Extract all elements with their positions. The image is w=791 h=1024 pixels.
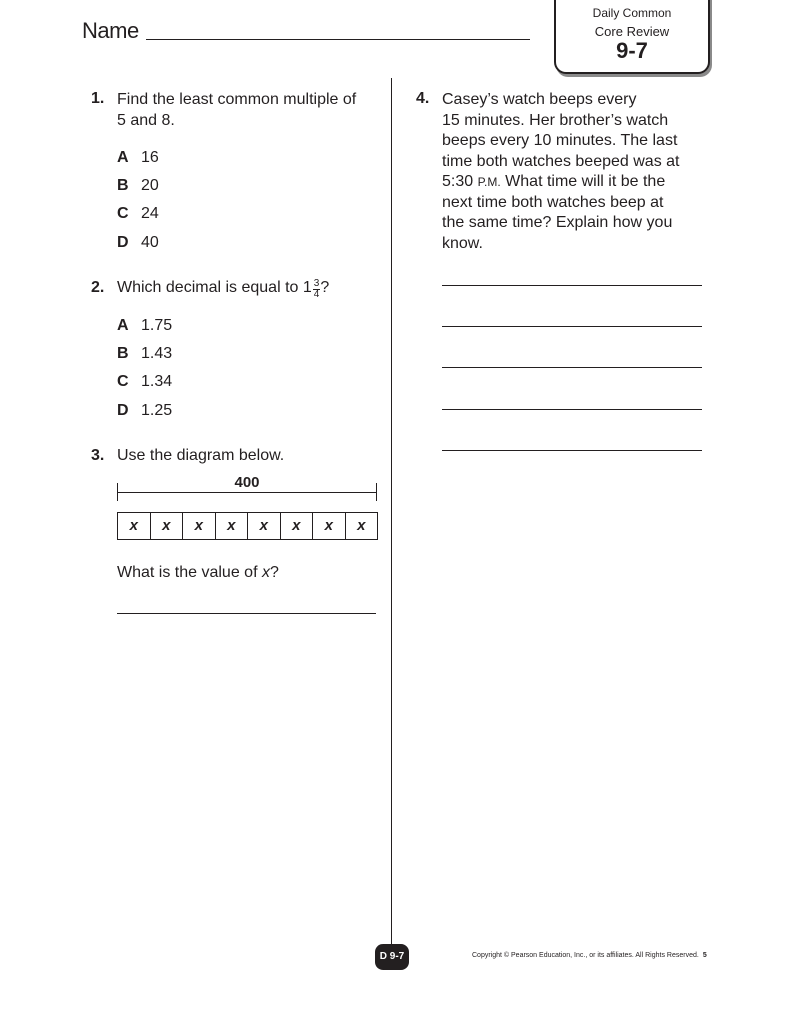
diagram-cell: x	[312, 513, 345, 539]
q4-text-line: beeps every 10 minutes. The last	[442, 132, 678, 149]
choice-value: 16	[141, 149, 159, 166]
choice-value: 40	[141, 234, 159, 251]
tab-title-line2: Core Review	[594, 24, 670, 39]
diagram-cell: x	[129, 517, 138, 534]
q4-text	[442, 90, 679, 254]
choice-letter: C	[117, 205, 129, 222]
choice-letter: D	[117, 234, 129, 251]
fraction-numerator: 3	[313, 278, 320, 289]
q1-text	[117, 90, 356, 131]
diagram-cell: x	[150, 513, 183, 539]
choice-letter: A	[117, 317, 129, 334]
tab-lesson-code: 9-7	[616, 38, 648, 63]
q3-question-pre: What is the value of	[117, 564, 262, 581]
q1-choice-d[interactable]	[117, 234, 159, 252]
q4-answer-line[interactable]	[442, 450, 702, 451]
q4-answer-line[interactable]	[442, 285, 702, 286]
q2-number: 2.	[91, 279, 105, 296]
q4-text-line: Casey’s watch beeps every	[442, 91, 637, 108]
review-tab	[554, 0, 710, 74]
diagram-cell: x	[345, 513, 378, 539]
q4-number: 4.	[416, 90, 430, 107]
q3-number: 3.	[91, 447, 105, 464]
tape-diagram	[117, 474, 378, 540]
choice-value: 1.75	[141, 317, 173, 334]
q4-text-line: know.	[442, 234, 483, 252]
column-divider	[391, 78, 392, 948]
copyright-notice	[472, 952, 707, 959]
q4-pm: P.M.	[477, 175, 501, 189]
q2-text-end: ?	[320, 279, 330, 296]
copyright-text: Copyright © Pearson Education, Inc., or its affiliates. All Rights Reserved.	[472, 952, 699, 959]
q1-text-line2: 5 and 8.	[117, 111, 175, 129]
q4-text-line: 15 minutes. Her brother’s watch	[442, 111, 669, 129]
bracket-line	[117, 492, 377, 493]
diagram-cell: x	[247, 513, 280, 539]
q1-choice-a[interactable]	[117, 149, 159, 167]
choice-value: 20	[141, 177, 159, 194]
choice-letter: B	[117, 177, 129, 194]
q3-answer-line[interactable]	[117, 613, 376, 614]
diagram-cell: x	[215, 513, 248, 539]
diagram-total-label: 400	[234, 474, 260, 491]
bracket-right-tick	[376, 483, 377, 501]
q1-number: 1.	[91, 90, 105, 107]
q2-text-main: Which decimal is equal to 1	[117, 279, 312, 296]
q4-text-line: the same time? Explain how you	[442, 214, 673, 231]
q3-question	[117, 563, 279, 584]
q2-choice-d[interactable]	[117, 402, 172, 420]
choice-letter: B	[117, 345, 129, 362]
q4-answer-line[interactable]	[442, 367, 702, 368]
choice-letter: A	[117, 149, 129, 166]
page-code-badge: D 9-7	[375, 944, 409, 970]
q2-text	[117, 278, 329, 300]
q2-choice-b[interactable]	[117, 345, 172, 363]
diagram-cells	[117, 512, 378, 540]
q4-text-line: next time both watches beep at	[442, 193, 664, 211]
tab-title-line1: Daily Common	[592, 6, 672, 20]
q2-choice-c[interactable]	[117, 373, 172, 391]
page-number: 5	[702, 952, 707, 959]
fraction-denominator: 4	[313, 289, 320, 300]
q3-text: Use the diagram below.	[117, 447, 285, 464]
diagram-cell: x	[280, 513, 313, 539]
choice-value: 1.43	[141, 345, 173, 362]
q3-question-var: x	[261, 564, 270, 581]
choice-letter: C	[117, 373, 129, 390]
q4-text-line	[442, 172, 679, 193]
name-label: Name	[82, 18, 139, 43]
choice-letter: D	[117, 402, 129, 419]
diagram-cell: x	[182, 513, 215, 539]
choice-value: 1.25	[141, 402, 173, 419]
choice-value: 1.34	[141, 373, 173, 390]
q2-choice-a[interactable]	[117, 317, 172, 335]
q4-text-line5-end: What time will it be the	[500, 173, 666, 190]
q4-text-line: time both watches beeped was at	[442, 152, 680, 170]
name-field-line[interactable]	[146, 39, 530, 40]
q1-choice-c[interactable]	[117, 205, 159, 223]
q1-choice-b[interactable]	[117, 177, 159, 195]
q1-text-line1: Find the least common multiple of	[117, 91, 357, 108]
q4-time: 5:30	[442, 173, 478, 190]
q4-answer-line[interactable]	[442, 409, 702, 410]
q3-question-post: ?	[269, 564, 279, 581]
q4-answer-line[interactable]	[442, 326, 702, 327]
choice-value: 24	[141, 205, 159, 222]
